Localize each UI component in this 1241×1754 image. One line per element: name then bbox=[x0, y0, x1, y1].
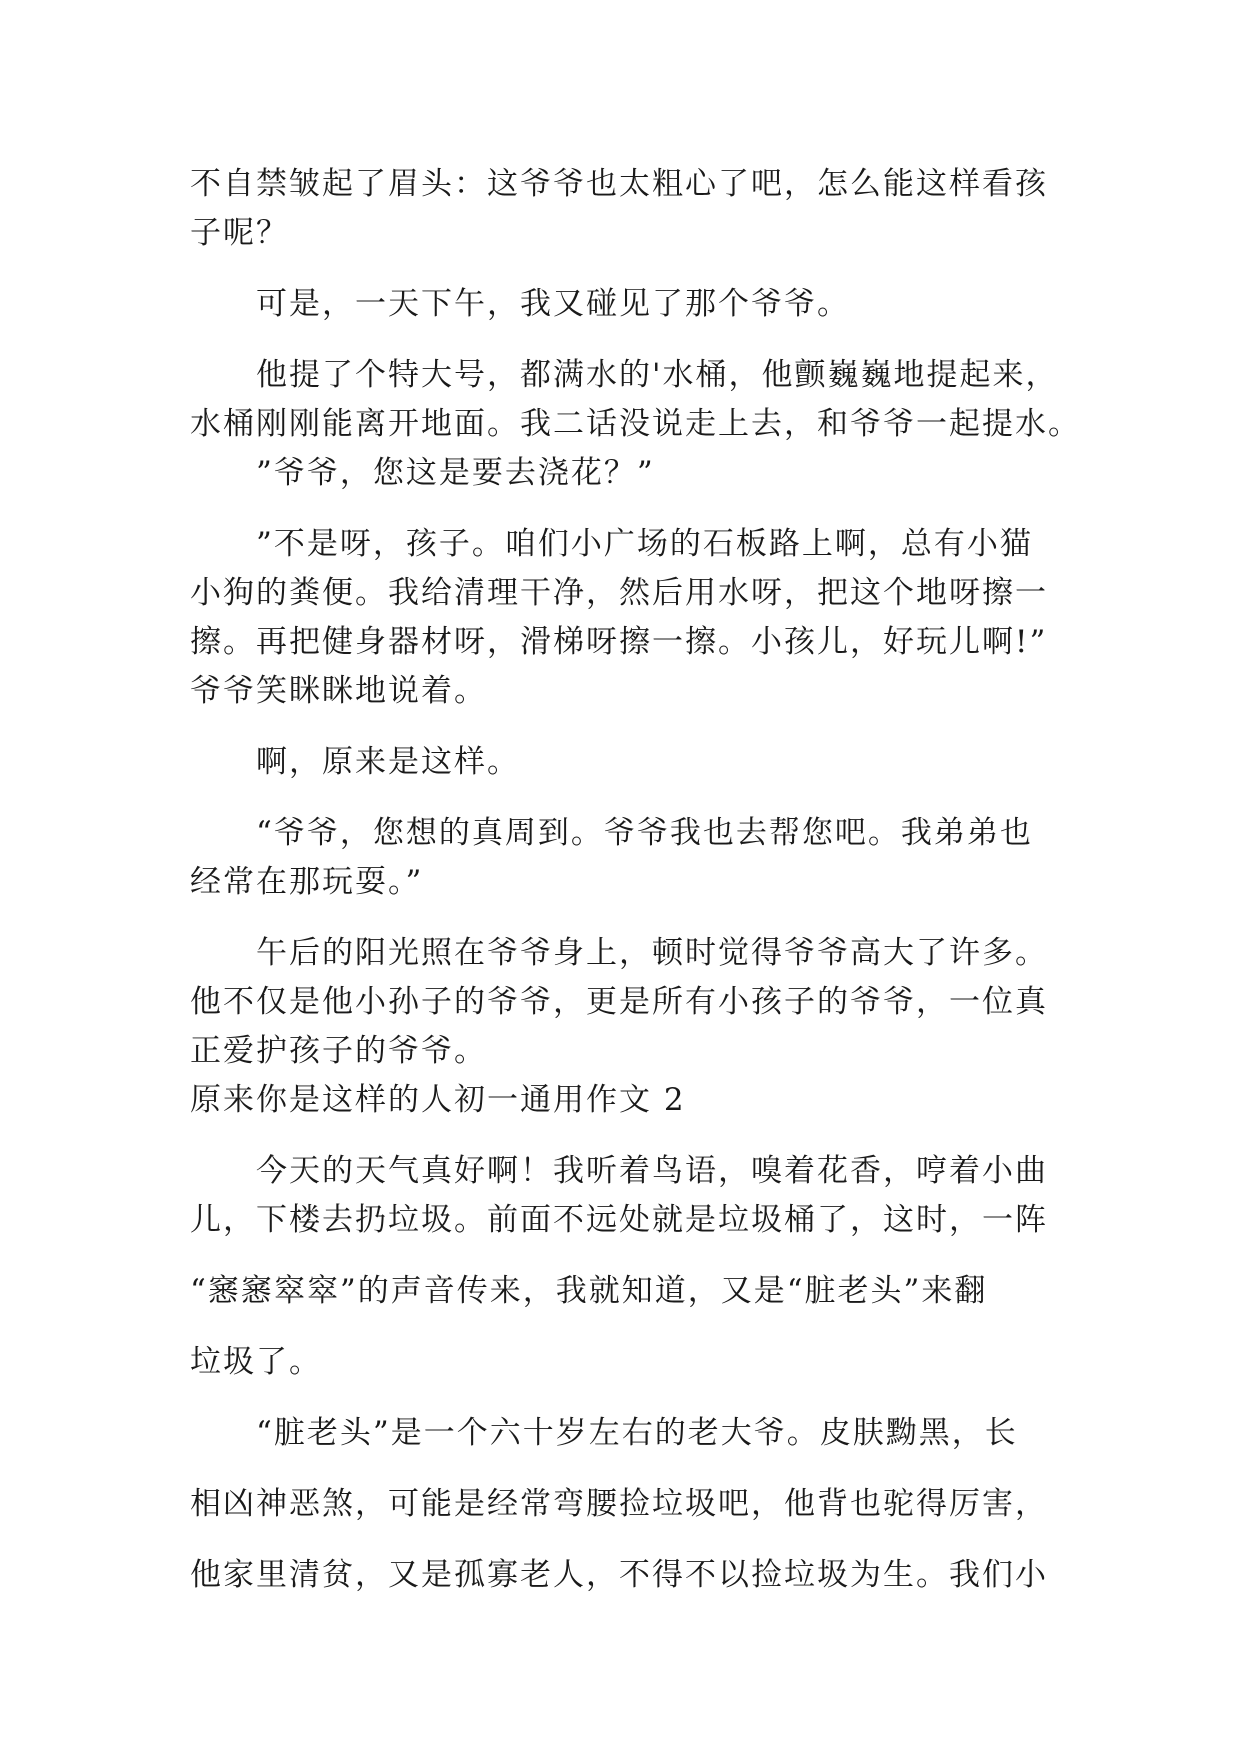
text-line: 儿，下楼去扔垃圾。前面不远处就是垃圾桶了，这时，一阵 bbox=[190, 1202, 1048, 1238]
text-line: ”爷爷，您这是要去浇花？” bbox=[190, 455, 655, 491]
text-line: 可是，一天下午，我又碰见了那个爷爷。 bbox=[190, 286, 850, 322]
text-line: 垃圾了。 bbox=[190, 1344, 322, 1380]
text-line: 爷爷笑眯眯地说着。 bbox=[190, 673, 487, 709]
text-line: 经常在那玩耍。” bbox=[190, 864, 424, 900]
text-line: 啊，原来是这样。 bbox=[190, 744, 520, 780]
text-line: 相凶神恶煞，可能是经常弯腰捡垃圾吧，他背也驼得厉害， bbox=[190, 1486, 1048, 1522]
text-line: 水桶刚刚能离开地面。我二话没说走上去，和爷爷一起提水。 bbox=[190, 406, 1081, 442]
text-line: “爷爷，您想的真周到。爷爷我也去帮您吧。我弟弟也 bbox=[190, 815, 1033, 851]
text-line: 今天的天气真好啊！我听着鸟语，嗅着花香，哼着小曲 bbox=[190, 1153, 1048, 1189]
text-line: 正爱护孩子的爷爷。 bbox=[190, 1033, 487, 1069]
text-line: “窸窸窣窣”的声音传来，我就知道，又是“脏老头”来翻 bbox=[190, 1273, 988, 1309]
text-line: 小狗的粪便。我给清理干净，然后用水呀，把这个地呀擦一 bbox=[190, 575, 1048, 611]
text-line: 他不仅是他小孙子的爷爷，更是所有小孩子的爷爷，一位真 bbox=[190, 984, 1048, 1020]
text-line: 他提了个特大号，都满水的'水桶，他颤巍巍地提起来， bbox=[190, 357, 1059, 393]
text-line: 他家里清贫，又是孤寡老人，不得不以捡垃圾为生。我们小 bbox=[190, 1557, 1048, 1593]
essay-text bbox=[190, 160, 1081, 1600]
section-heading: 原来你是这样的人初一通用作文 2 bbox=[190, 1082, 686, 1118]
text-line: ”不是呀，孩子。咱们小广场的石板路上啊，总有小猫 bbox=[190, 526, 1033, 562]
text-line: 不自禁皱起了眉头：这爷爷也太粗心了吧，怎么能这样看孩 bbox=[190, 166, 1048, 202]
text-line: 擦。再把健身器材呀，滑梯呀擦一擦。小孩儿，好玩儿啊!” bbox=[190, 624, 1048, 660]
text-line: 子呢？ bbox=[190, 215, 289, 251]
text-line: “脏老头”是一个六十岁左右的老大爷。皮肤黝黑，长 bbox=[190, 1415, 1018, 1451]
text-line: 午后的阳光照在爷爷身上，顿时觉得爷爷高大了许多。 bbox=[190, 935, 1048, 971]
